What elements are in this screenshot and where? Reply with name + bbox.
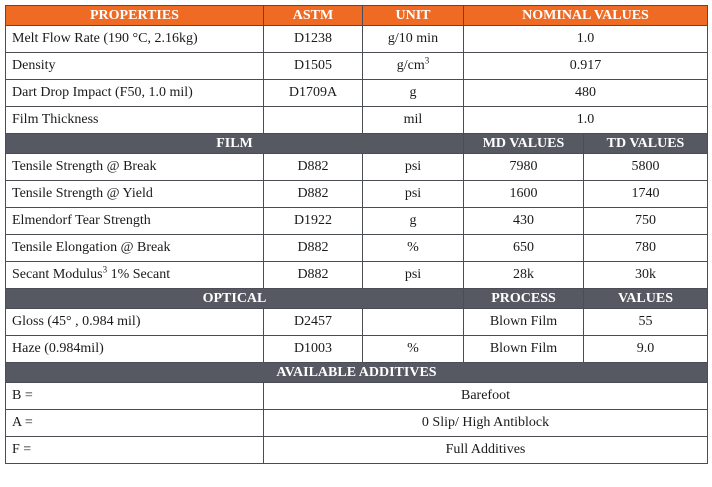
unit-cell: % <box>363 235 464 262</box>
column-header-md-values: MD VALUES <box>464 134 584 154</box>
column-header-td-values: TD VALUES <box>584 134 708 154</box>
td-value-cell: 780 <box>584 235 708 262</box>
astm-cell: D1505 <box>264 53 363 80</box>
property-cell: Melt Flow Rate (190 °C, 2.16kg) <box>6 26 264 53</box>
unit-cell: mil <box>363 107 464 134</box>
property-cell: Film Thickness <box>6 107 264 134</box>
table-row <box>6 309 708 336</box>
table-row <box>6 235 708 262</box>
td-value-cell: 5800 <box>584 154 708 181</box>
table-row <box>6 181 708 208</box>
additives-section-title: AVAILABLE ADDITIVES <box>6 363 708 383</box>
md-value-cell: 1600 <box>464 181 584 208</box>
additive-code-cell: A = <box>6 410 264 437</box>
table-row <box>6 154 708 181</box>
property-cell: Haze (0.984mil) <box>6 336 264 363</box>
astm-cell: D882 <box>264 262 363 289</box>
astm-cell: D1003 <box>264 336 363 363</box>
nominal-value-cell: 480 <box>464 80 708 107</box>
property-cell: Tensile Elongation @ Break <box>6 235 264 262</box>
table-row <box>6 80 708 107</box>
property-tail: 1% Secant <box>107 267 171 282</box>
column-header-astm: ASTM <box>264 6 363 26</box>
unit-cell: % <box>363 336 464 363</box>
column-header-process: PROCESS <box>464 289 584 309</box>
optical-section-title: OPTICAL <box>6 289 464 309</box>
additive-description-cell: Full Additives <box>264 437 708 464</box>
value-cell: 9.0 <box>584 336 708 363</box>
astm-cell: D882 <box>264 181 363 208</box>
nominal-value-cell: 1.0 <box>464 107 708 134</box>
table-row <box>6 410 708 437</box>
additive-code-cell: B = <box>6 383 264 410</box>
column-header-values: VALUES <box>584 289 708 309</box>
table-row <box>6 26 708 53</box>
value-cell: 55 <box>584 309 708 336</box>
astm-cell: D2457 <box>264 309 363 336</box>
unit-cell <box>363 53 464 80</box>
unit-cell <box>363 309 464 336</box>
table-row <box>6 437 708 464</box>
unit-cell: psi <box>363 181 464 208</box>
table-row <box>6 208 708 235</box>
table-row <box>6 107 708 134</box>
additive-description-cell: 0 Slip/ High Antiblock <box>264 410 708 437</box>
unit-superscript: 3 <box>424 55 430 66</box>
table-row <box>6 53 708 80</box>
film-section-header <box>6 134 708 154</box>
properties-table <box>5 5 708 464</box>
property-cell: Gloss (45° , 0.984 mil) <box>6 309 264 336</box>
property-superscript: 3 <box>102 264 108 275</box>
astm-cell: D1922 <box>264 208 363 235</box>
unit-cell: psi <box>363 154 464 181</box>
table-row <box>6 262 708 289</box>
unit-cell: g/10 min <box>363 26 464 53</box>
nominal-value-cell: 0.917 <box>464 53 708 80</box>
md-value-cell: 650 <box>464 235 584 262</box>
nominal-value-cell: 1.0 <box>464 26 708 53</box>
property-cell: Tensile Strength @ Yield <box>6 181 264 208</box>
md-value-cell: 430 <box>464 208 584 235</box>
astm-cell: D1709A <box>264 80 363 107</box>
td-value-cell: 1740 <box>584 181 708 208</box>
process-cell: Blown Film <box>464 336 584 363</box>
property-base: Secant Modulus <box>12 267 103 282</box>
unit-cell: psi <box>363 262 464 289</box>
unit-cell: g <box>363 208 464 235</box>
td-value-cell: 30k <box>584 262 708 289</box>
column-header-unit: UNIT <box>363 6 464 26</box>
table-row <box>6 383 708 410</box>
optical-section-header <box>6 289 708 309</box>
column-header-properties: PROPERTIES <box>6 6 264 26</box>
column-header-nominal-values: NOMINAL VALUES <box>464 6 708 26</box>
property-cell: Density <box>6 53 264 80</box>
td-value-cell: 750 <box>584 208 708 235</box>
unit-cell: g <box>363 80 464 107</box>
process-cell: Blown Film <box>464 309 584 336</box>
property-cell <box>6 262 264 289</box>
table-row <box>6 336 708 363</box>
astm-cell: D882 <box>264 235 363 262</box>
additive-code-cell: F = <box>6 437 264 464</box>
property-cell: Elmendorf Tear Strength <box>6 208 264 235</box>
astm-cell: D1238 <box>264 26 363 53</box>
md-value-cell: 7980 <box>464 154 584 181</box>
property-cell: Dart Drop Impact (F50, 1.0 mil) <box>6 80 264 107</box>
table-header-row <box>6 6 708 26</box>
additive-description-cell: Barefoot <box>264 383 708 410</box>
md-value-cell: 28k <box>464 262 584 289</box>
unit-base: g/cm <box>396 58 425 73</box>
astm-cell <box>264 107 363 134</box>
astm-cell: D882 <box>264 154 363 181</box>
property-cell: Tensile Strength @ Break <box>6 154 264 181</box>
additives-section-header <box>6 363 708 383</box>
film-section-title: FILM <box>6 134 464 154</box>
